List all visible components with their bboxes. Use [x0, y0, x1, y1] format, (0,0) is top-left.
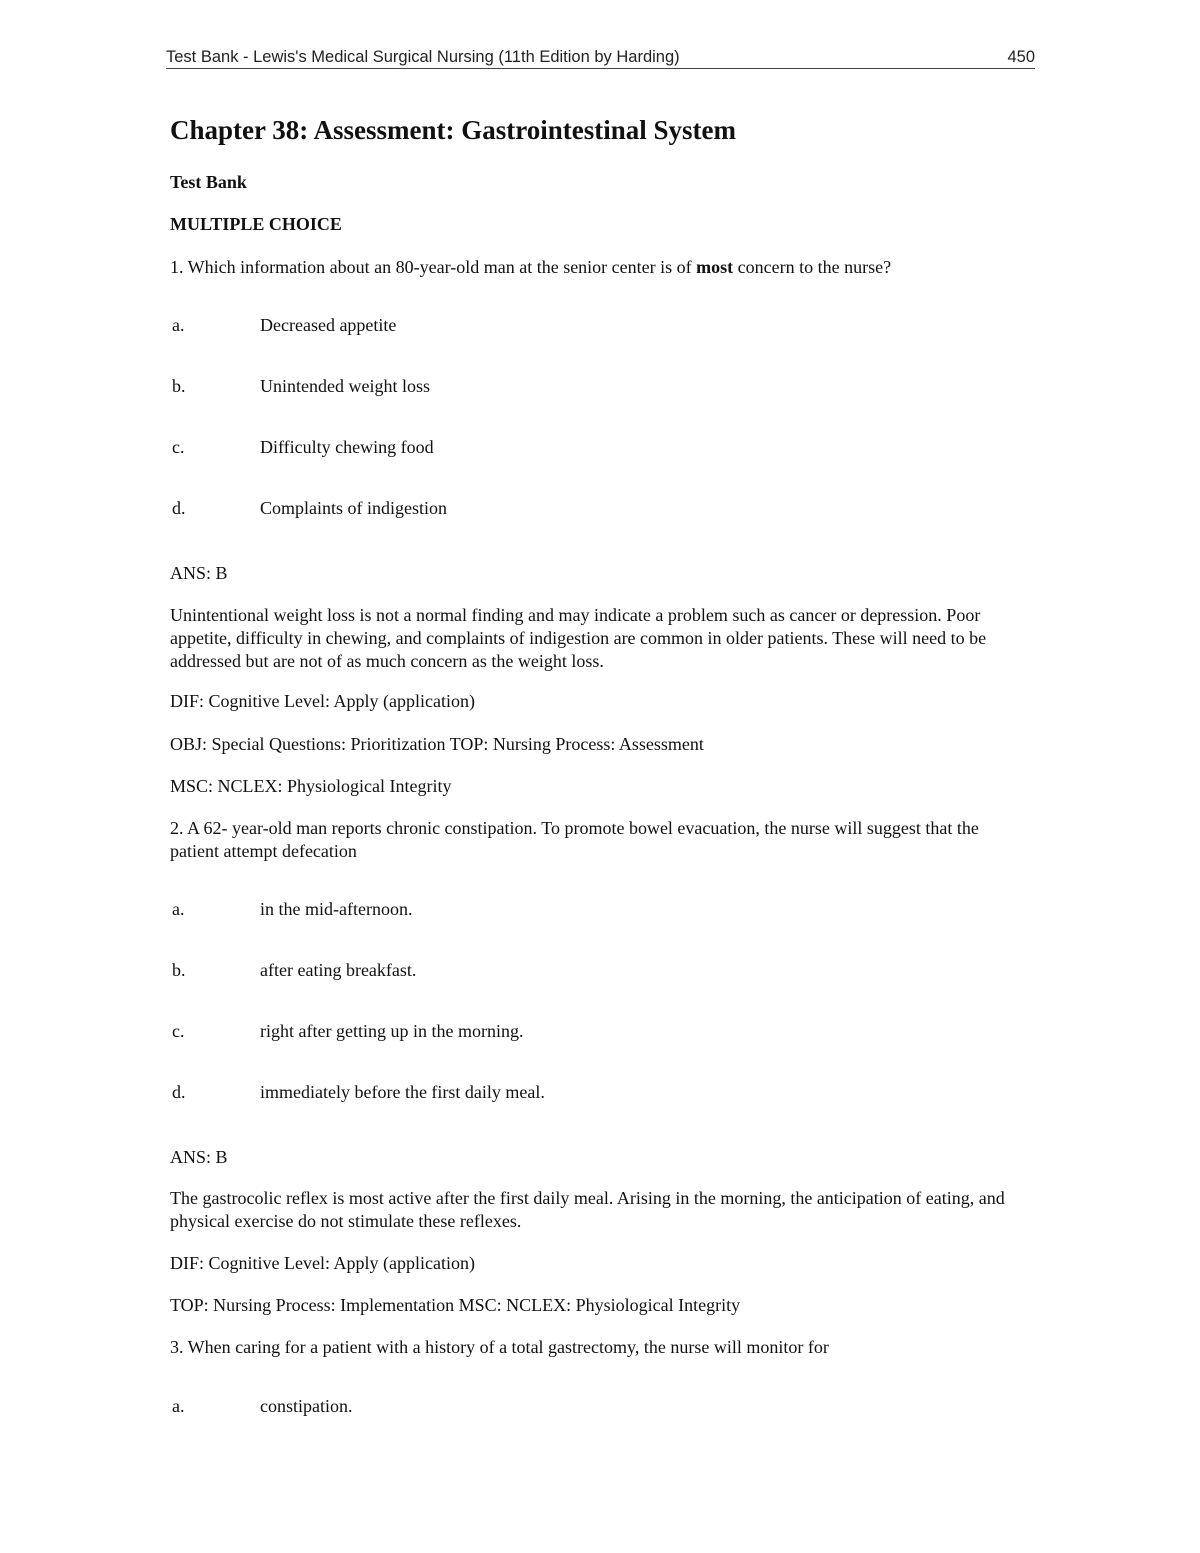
subtitle: Test Bank [170, 172, 247, 192]
q1-option-letter: c. [172, 437, 185, 457]
q2-option-text: right after getting up in the morning. [260, 1021, 524, 1041]
q1-option-text: Complaints of indigestion [260, 498, 447, 518]
q1-meta-obj-top: OBJ: Special Questions: Prioritization TOP: Nursing Process: Assessment [170, 734, 704, 754]
q2-option-text: immediately before the first daily meal. [260, 1082, 545, 1102]
question-2-stem: 2. A 62- year-old man reports chronic constipation. To promote bowel evacuation, the nurse will suggest that the patient attempt defecation [170, 818, 979, 861]
q1-meta-msc: MSC: NCLEX: Physiological Integrity [170, 776, 452, 796]
chapter-title: Chapter 38: Assessment: Gastrointestinal System [170, 115, 736, 145]
q2-option-letter: a. [172, 899, 185, 919]
q2-option-letter: b. [172, 960, 186, 980]
q2-meta-dif: DIF: Cognitive Level: Apply (application) [170, 1253, 475, 1273]
question-1-stem: 1. Which information about an 80-year-old man at the senior center is of most concern to the nurse? [170, 257, 892, 277]
header-title: Test Bank - Lewis's Medical Surgical Nursing (11th Edition by Harding) [166, 48, 680, 66]
page-number: 450 [1007, 48, 1035, 66]
q1-option-letter: d. [172, 498, 186, 518]
q2-option-letter: d. [172, 1082, 186, 1102]
q2-option-text: after eating breakfast. [260, 960, 417, 980]
q1-answer: ANS: B [170, 563, 228, 583]
q1-rationale: Unintentional weight loss is not a normal finding and may indicate a problem such as cancer or depression. Poor appetite, difficulty in chewing, and complaints of indigestion are common in older patients. These will need to be addressed but are not of as much concern as the weight loss. [170, 605, 987, 671]
q2-option-letter: c. [172, 1021, 185, 1041]
q1-option-text: Unintended weight loss [260, 376, 430, 396]
q1-option-text: Decreased appetite [260, 315, 397, 335]
q1-option-letter: b. [172, 376, 186, 396]
q2-rationale: The gastrocolic reflex is most active after the first daily meal. Arising in the morning, the anticipation of eating, and physical exercise do not stimulate these reflexes. [170, 1188, 1005, 1231]
page-header [166, 47, 1035, 69]
q2-option-text: in the mid-afternoon. [260, 899, 413, 919]
q2-meta-top-msc: TOP: Nursing Process: Implementation MSC: NCLEX: Physiological Integrity [170, 1295, 741, 1315]
question-3-stem: 3. When caring for a patient with a history of a total gastrectomy, the nurse will monitor for [170, 1337, 829, 1357]
q2-answer: ANS: B [170, 1147, 228, 1167]
q1-option-letter: a. [172, 315, 185, 335]
q3-option-letter: a. [172, 1396, 185, 1416]
q3-option-text: constipation. [260, 1396, 353, 1416]
section-heading: MULTIPLE CHOICE [170, 214, 342, 234]
q1-option-text: Difficulty chewing food [260, 437, 434, 457]
q1-meta-dif: DIF: Cognitive Level: Apply (application) [170, 691, 475, 711]
